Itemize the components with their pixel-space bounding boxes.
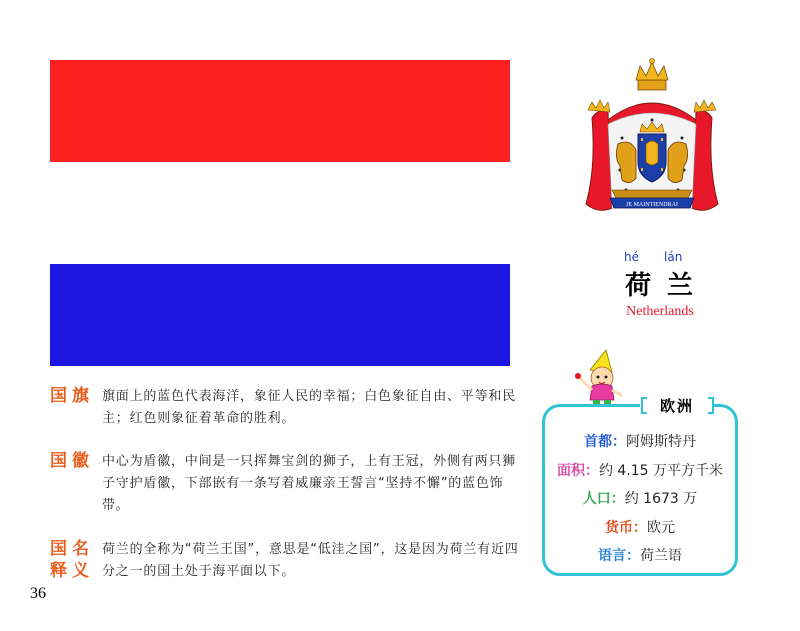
info-value: 欧元: [647, 520, 675, 536]
info-label: 货币：: [605, 520, 647, 536]
country-name-english: Netherlands: [626, 304, 694, 319]
cartoon-child-icon: [566, 348, 632, 410]
page-number: 36: [30, 585, 46, 602]
country-name-chinese: 荷兰: [624, 271, 709, 301]
flag-stripe-white: [50, 162, 510, 264]
section-flag: [50, 385, 520, 433]
info-label: 首都：: [584, 434, 626, 450]
info-language: [542, 546, 738, 566]
coat-of-arms-icon: [578, 58, 726, 224]
info-label: 面积：: [556, 463, 599, 479]
badge-bracket-right: [708, 397, 714, 414]
info-label: 语言：: [598, 548, 640, 564]
pinyin-syllable: hé: [624, 250, 639, 264]
region-badge: 欧洲: [640, 396, 714, 416]
info-capital: [542, 432, 738, 452]
country-pinyin: [590, 250, 730, 264]
info-value: 约 1673 万: [624, 491, 698, 507]
info-area: [542, 461, 738, 481]
country-name-block: [590, 250, 730, 320]
info-currency: [542, 518, 738, 538]
section-emblem: [50, 450, 520, 520]
section-text: 中心为盾徽，中间是一只挥舞宝剑的狮子，上有王冠，外侧有两只狮子守护盾徽，下部嵌有一条写着威廉亲王誓言“坚持不懈”的蓝色饰带。: [102, 454, 517, 513]
flag-stripe-red: [50, 60, 510, 162]
section-title: 国旗: [50, 386, 94, 406]
section-name-meaning: [50, 538, 520, 586]
motto-text: JE MAINTIENDRAI: [626, 202, 678, 208]
info-value: 约 4.15 万平方千米: [598, 463, 724, 479]
section-text: 旗面上的蓝色代表海洋，象征人民的幸福；白色象征自由、平等和民主；红色则象征着革命的胜利。: [102, 389, 517, 426]
section-title: 国名释义: [50, 539, 94, 581]
section-title: 国徽: [50, 451, 94, 471]
netherlands-flag: [50, 60, 510, 366]
info-value: 阿姆斯特丹: [626, 434, 696, 450]
badge-bracket-left: [641, 397, 647, 414]
pinyin-syllable: lán: [664, 250, 683, 264]
info-population: [542, 489, 738, 509]
info-label: 人口：: [582, 491, 625, 507]
section-text: 荷兰的全称为“荷兰王国”，意思是“低洼之国”，这是因为荷兰有近四分之一的国土处于海平面以下。: [102, 542, 519, 579]
info-value: 荷兰语: [640, 548, 682, 564]
flag-stripe-blue: [50, 264, 510, 366]
